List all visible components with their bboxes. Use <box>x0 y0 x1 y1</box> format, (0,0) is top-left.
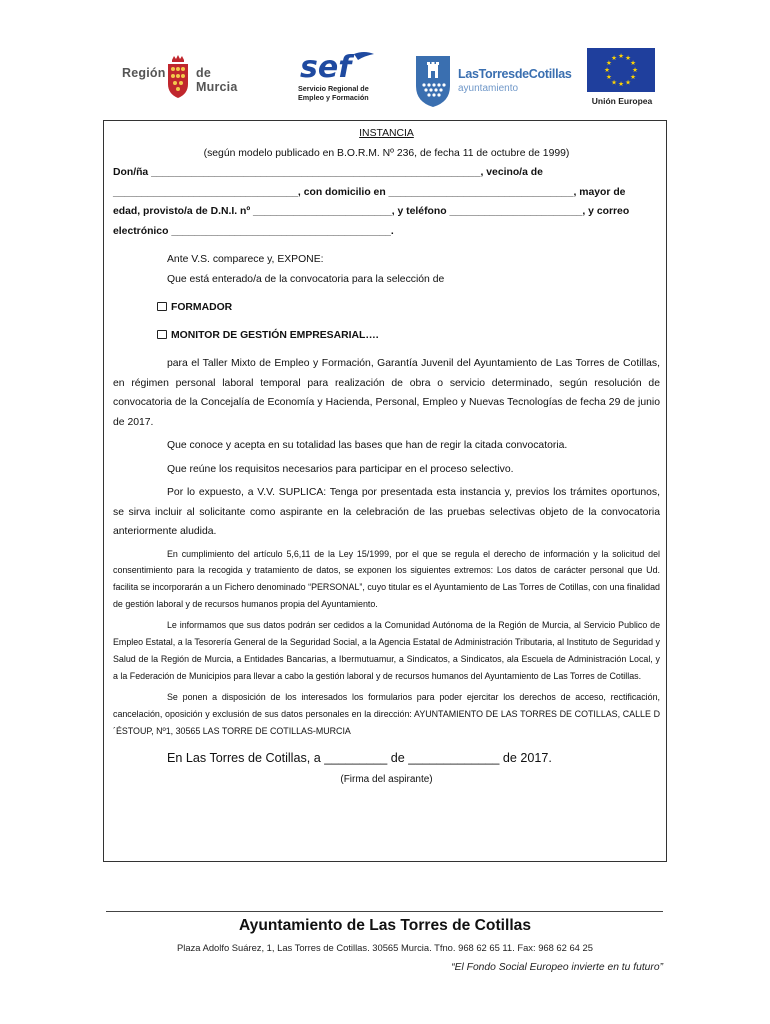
murcia-crest-icon <box>165 54 191 100</box>
eu-star-icon: ★ <box>605 74 612 82</box>
footer-divider <box>106 911 663 912</box>
eu-star-icon: ★ <box>625 79 631 87</box>
option-monitor-label: MONITOR DE GESTIÓN EMPRESARIAL…. <box>171 330 379 341</box>
checkbox-formador[interactable] <box>157 302 167 311</box>
eu-star-icon: ★ <box>625 55 631 63</box>
header-logos <box>0 48 770 110</box>
legal-paragraph-3: Se ponen a disposición de los interesados los formularios para poder ejercitar los derechos de acceso, rectificación, cancelación, oposición y exclusión de sus datos personales en la dirección: AYUNTAMIENTO DE LAS TORRES DE COTILLAS, CALLE D´ÉSTOUP, Nº1, 30565 LAS TORRE DE COTILLAS-MURCIA <box>113 691 660 736</box>
field-dni-telefono-line[interactable]: edad, provisto/a de D.N.I. nº ________________________, y teléfono _______________________, y correo <box>113 206 630 217</box>
field-correo-line[interactable]: electrónico ______________________________________. <box>113 225 394 237</box>
logo-murcia-text-2: de Murcia <box>196 66 238 94</box>
eu-caption: Unión Europea <box>591 96 653 106</box>
eu-star-icon: ★ <box>611 79 617 87</box>
eu-star-icon: ★ <box>632 67 638 75</box>
eu-star-icon: ★ <box>604 67 610 75</box>
date-line[interactable]: En Las Torres de Cotillas, a _________ de _____________ de 2017. <box>167 751 552 766</box>
eu-flag-icon <box>587 48 655 92</box>
paragraph-reune: Que reúne los requisitos necesarios para participar en el proceso selectivo. <box>167 463 514 475</box>
eu-star-icon: ★ <box>611 55 617 63</box>
footer-title: Ayuntamiento de Las Torres de Cotillas <box>238 917 531 934</box>
form-title: INSTANCIA <box>359 128 414 139</box>
paragraph-taller: para el Taller Mixto de Empleo y Formación, Garantía Juvenil del Ayuntamiento de Las Torres de Cotillas, en régimen personal laboral temporal para realización de obra o servicio determinado, según resolución de convocatoria de la Concejalía de Economía y Hacienda, Personal, Empleo y Nuevas Tecnologías de fecha 29 de junio de 2017. <box>113 358 660 428</box>
option-formador[interactable] <box>113 298 660 317</box>
option-monitor[interactable] <box>113 326 660 345</box>
form-subtitle: (según modelo publicado en B.O.R.M. Nº 236, de fecha 11 de octubre de 1999) <box>203 147 570 159</box>
field-domicilio-line[interactable]: ________________________________, con domicilio en ________________________________, mayor de <box>113 186 626 198</box>
logo-murcia-text-1: Región <box>122 66 166 80</box>
eu-star-icon: ★ <box>618 53 624 61</box>
signature-label: (Firma del aspirante) <box>340 774 433 786</box>
las-torres-de-cotillas-logo <box>414 54 572 108</box>
footer-quote: “El Fondo Social Europeo invierte en tu futuro” <box>451 962 663 973</box>
paragraph-conoce: Que conoce y acepta en su totalidad las bases que han de regir la citada convocatoria. <box>167 440 568 451</box>
footer-address: Plaza Adolfo Suárez, 1, Las Torres de Cotillas. 30565 Murcia. Tfno. 968 62 65 11. Fax: 968 62 64 25 <box>177 942 593 953</box>
eu-star-icon: ★ <box>630 74 637 82</box>
expone-text: Ante V.S. comparece y, EXPONE: <box>167 254 324 265</box>
torres-logo-name: LasTorresdeCotillas <box>458 67 572 81</box>
eu-star-icon: ★ <box>605 60 612 68</box>
torres-shield-icon <box>414 54 452 108</box>
field-nombre-line[interactable]: Don/ña _________________________________________________________, vecino/a de <box>113 167 543 178</box>
sef-logo <box>298 50 378 110</box>
torres-logo-subtitle: ayuntamiento <box>458 83 519 94</box>
sef-mark: sef <box>300 50 352 84</box>
paragraph-suplica: Por lo expuesto, a V.V. SUPLICA: Tenga por presentada esta instancia y, previos los trámites oportunos, se sirva incluir al solicitante como aspirante en la celebración de las pruebas selectivas objeto de la convocatoria anteriormente aludida. <box>113 487 660 537</box>
union-europea-logo <box>586 48 658 110</box>
checkbox-monitor[interactable] <box>157 330 167 339</box>
sef-mark-icon <box>298 50 378 84</box>
legal-paragraph-1: En cumplimiento del artículo 5,6,11 de la Ley 15/1999, por el que se regula el derecho de información y la solicitud del consentimiento para la recogida y tratamiento de datos, se exponen los siguientes extremos: Los datos de carácter personal que Ud. facilita se incorporarán a un Fichero denominado “PERSONAL”, cuyo titular es el Ayuntamiento de Las Torres de Cotillas, con una finalidad de gestión laboral y de recursos humanos propia del Ayuntamiento. <box>113 548 660 610</box>
legal-paragraph-2: Le informamos que sus datos podrán ser cedidos a la Comunidad Autónoma de la Región de Murcia, al Servicio Publico de Empleo Estatal, a la Tesorería General de la Seguridad Social, a la Agencia Estatal de Administración Tributaria, al Instituto de Seguridad y Salud de la Región de Murcia, a Entidades Bancarias, a Ibermutuamur, a Sindicatos, a Sindicatos, ala Escuela de Administración Local, y a la Federación de Municipios para llevar a cabo la gestión laboral y de recursos humanos del Ayuntamiento de Las Torres de Cotillas. <box>113 620 660 681</box>
region-de-murcia-logo <box>118 54 253 98</box>
enterado-text: Que está enterado/a de la convocatoria para la selección de <box>167 273 445 285</box>
eu-star-icon: ★ <box>618 81 624 89</box>
eu-star-icon: ★ <box>630 60 637 68</box>
option-formador-label: FORMADOR <box>171 302 233 313</box>
instancia-form <box>103 120 667 862</box>
sef-subtitle: Servicio Regional de Empleo y Formación <box>298 84 369 102</box>
